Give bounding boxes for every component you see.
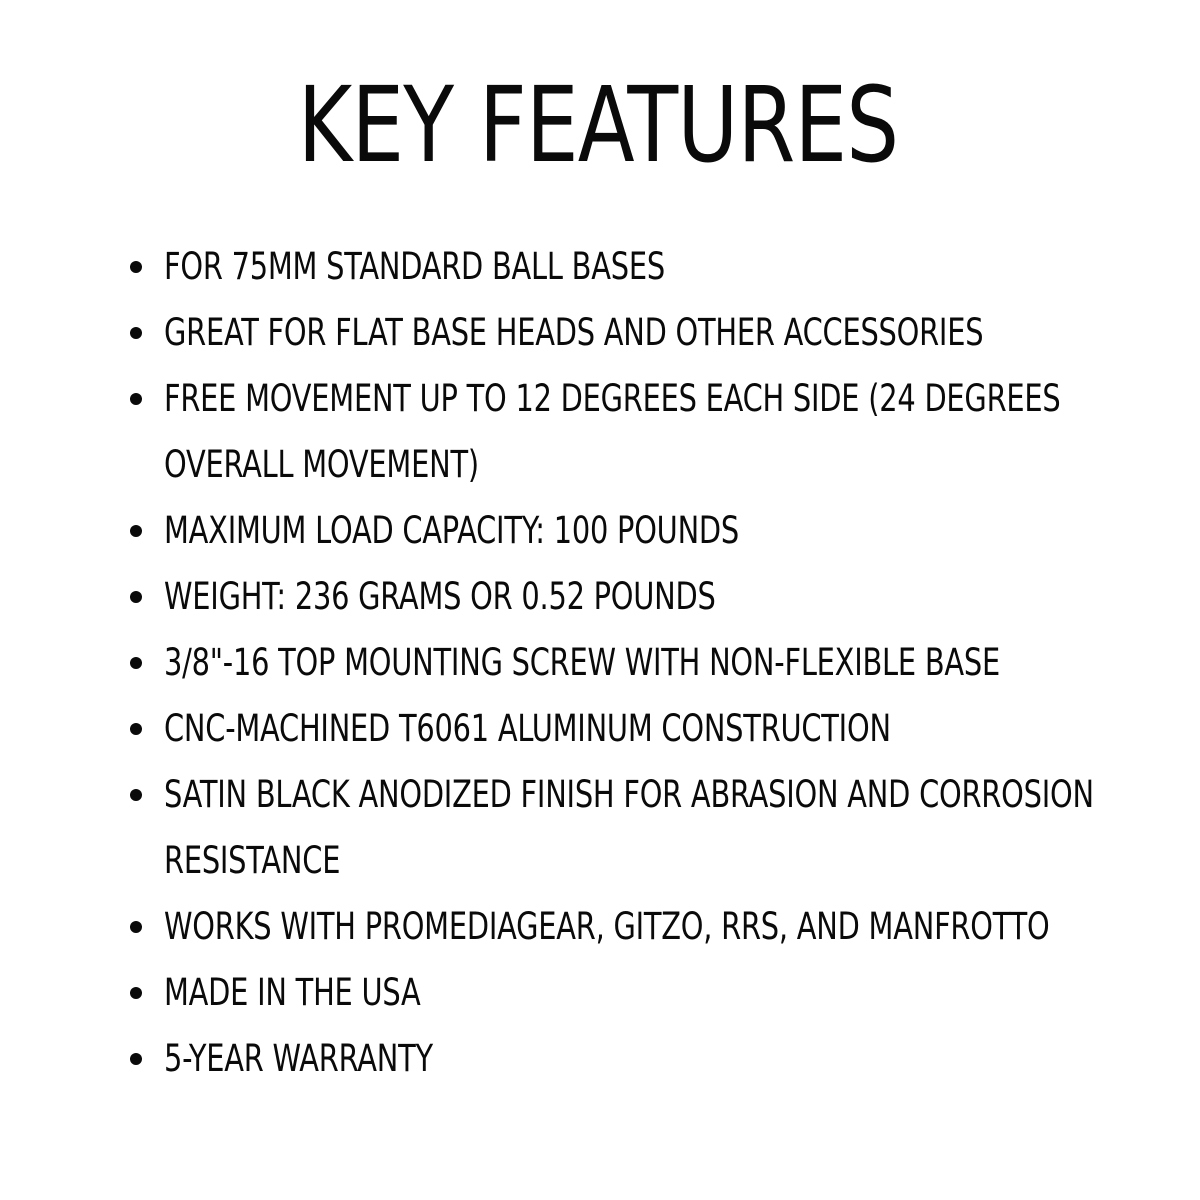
list-item <box>122 894 1132 960</box>
feature-text: FREE MOVEMENT UP TO 12 DEGREES EACH SIDE (24 DEGREES OVERALL MOVEMENT) <box>164 377 1061 486</box>
feature-text: 5-YEAR WARRANTY <box>164 1037 433 1080</box>
bullet-icon <box>130 789 142 801</box>
list-item <box>122 300 1132 366</box>
bullet-icon <box>130 393 142 405</box>
feature-text: FOR 75MM STANDARD BALL BASES <box>164 245 665 288</box>
list-item <box>122 1026 1132 1092</box>
bullet-icon <box>130 1053 142 1065</box>
bullet-icon <box>130 723 142 735</box>
bullet-icon <box>130 987 142 999</box>
feature-text: WEIGHT: 236 GRAMS OR 0.52 POUNDS <box>164 575 716 618</box>
list-item <box>122 630 1132 696</box>
list-item <box>122 960 1132 1026</box>
list-item <box>122 498 1132 564</box>
list-item <box>122 366 1132 498</box>
feature-text: MAXIMUM LOAD CAPACITY: 100 POUNDS <box>164 509 740 552</box>
feature-text: CNC-MACHINED T6061 ALUMINUM CONSTRUCTION <box>164 707 891 750</box>
list-item <box>122 696 1132 762</box>
feature-text: SATIN BLACK ANODIZED FINISH FOR ABRASION AND CORROSION RESISTANCE <box>164 773 1094 882</box>
feature-text: WORKS WITH PROMEDIAGEAR, GITZO, RRS, AND MANFROTTO <box>164 905 1050 948</box>
list-item <box>122 762 1132 894</box>
bullet-icon <box>130 327 142 339</box>
feature-text: GREAT FOR FLAT BASE HEADS AND OTHER ACCESSORIES <box>164 311 984 354</box>
feature-list <box>122 234 1132 1092</box>
bullet-icon <box>130 921 142 933</box>
feature-text: MADE IN THE USA <box>164 971 421 1014</box>
bullet-icon <box>130 591 142 603</box>
bullet-icon <box>130 261 142 273</box>
list-item <box>122 234 1132 300</box>
page-title: KEY FEATURES <box>297 64 899 186</box>
list-item <box>122 564 1132 630</box>
bullet-icon <box>130 525 142 537</box>
feature-text: 3/8"-16 TOP MOUNTING SCREW WITH NON-FLEXIBLE BASE <box>164 641 1000 684</box>
bullet-icon <box>130 657 142 669</box>
